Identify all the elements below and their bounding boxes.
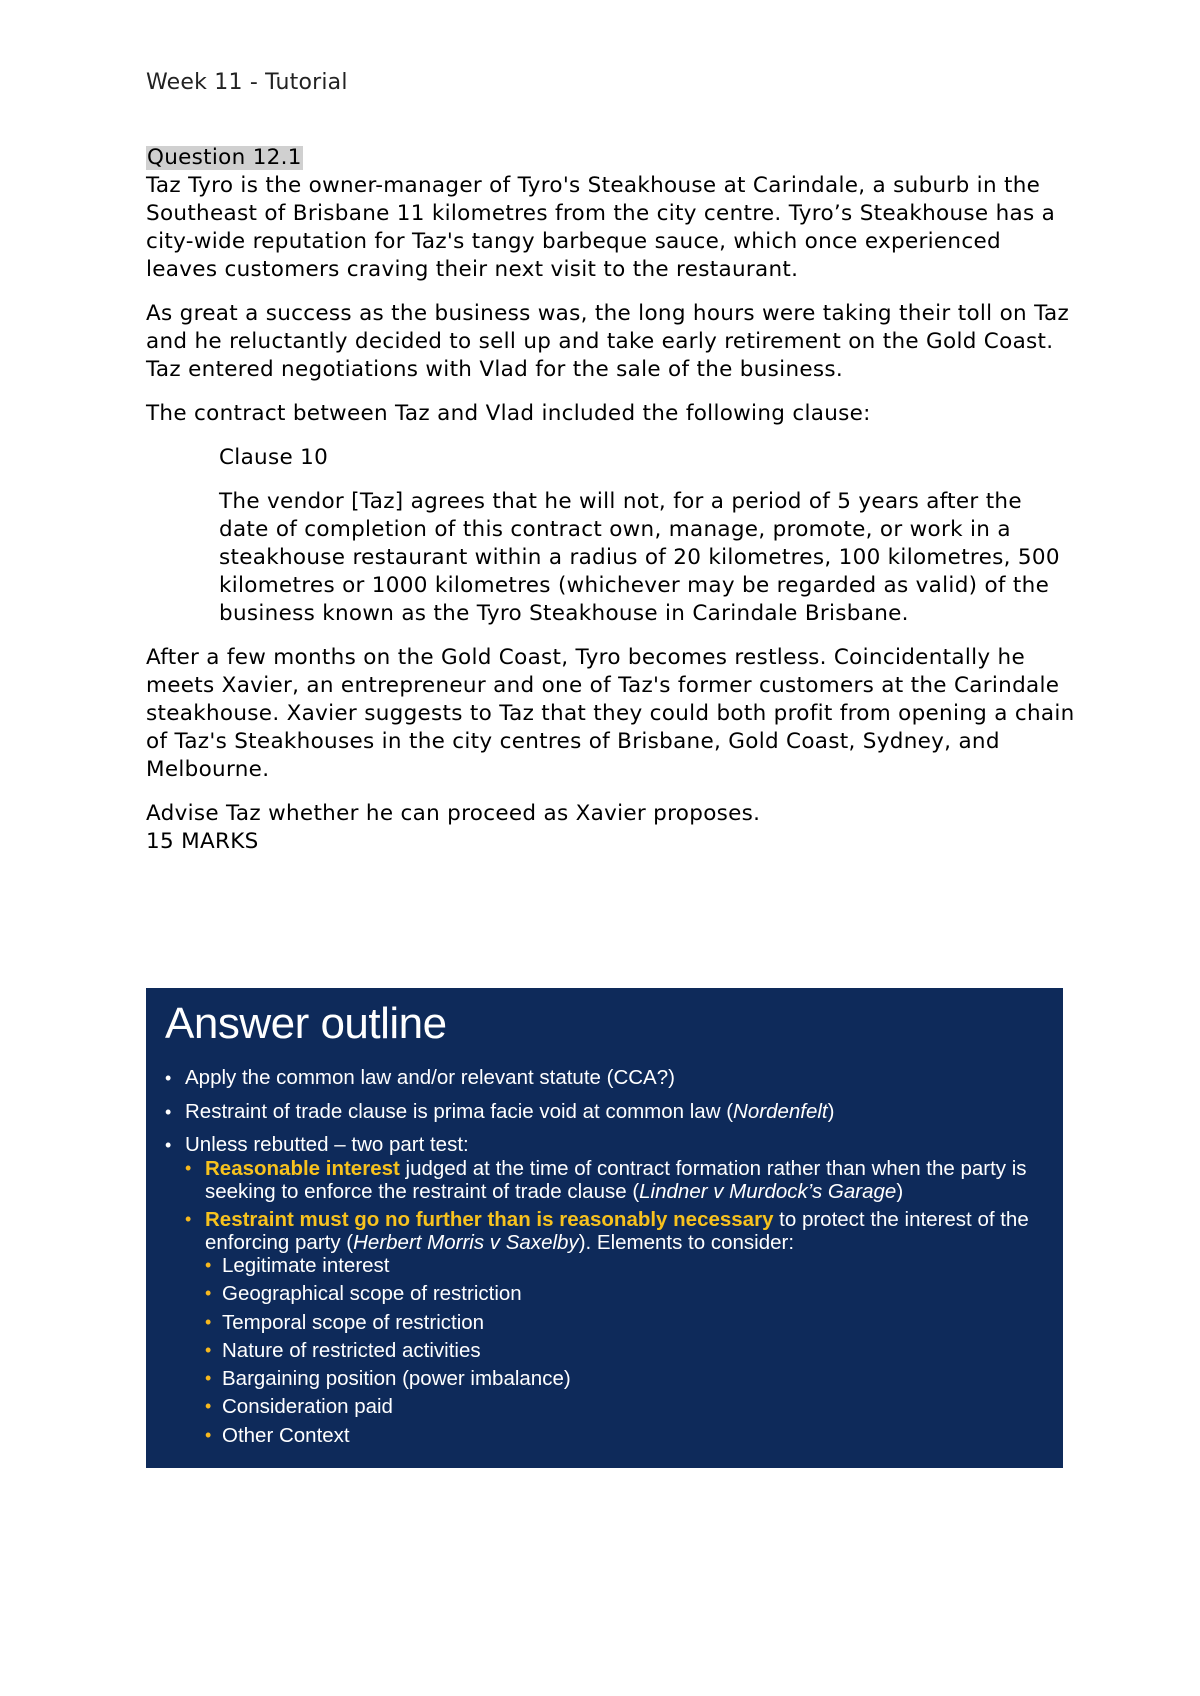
clause-title: Clause 10 (219, 445, 329, 470)
element-item (205, 1254, 1045, 1277)
outline-item (165, 1100, 1045, 1124)
outline-text: ). Elements to consider: (578, 1231, 795, 1254)
test-list (185, 1157, 1045, 1447)
slide-title: Answer outline (165, 999, 447, 1048)
question-section (146, 144, 1076, 856)
bullet-icon: • (165, 1068, 172, 1088)
element-item (205, 1424, 1045, 1447)
outline-text: ) (827, 1099, 835, 1123)
outline-item (165, 1133, 1045, 1447)
bullet-icon: • (205, 1396, 212, 1417)
paragraph-1: Taz Tyro is the owner-manager of Tyro's Steakhouse at Carindale, a suburb in the Southeast of Brisbane 11 kilometres from the city centre. Tyro’s Steakhouse has a city-wide reputation for Taz's tangy barbeque sauce, which once experienced leaves customers craving their next visit to the restaurant. (146, 173, 1056, 282)
bullet-icon: • (205, 1311, 212, 1332)
case-name: Herbert Morris v Saxelby (353, 1231, 579, 1254)
element-text: Geographical scope of restriction (222, 1282, 522, 1306)
element-text: Legitimate interest (222, 1254, 390, 1277)
marks-line: 15 MARKS (146, 829, 259, 854)
bullet-icon: • (165, 1101, 172, 1122)
paragraph-3: The contract between Taz and Vlad included the following clause: (146, 401, 871, 426)
outline-text: judged at the time of contract formation rather than when the party is seeking to enforce the restraint of trade clause ( (205, 1157, 1027, 1203)
bullet-icon: • (205, 1283, 212, 1304)
bullet-icon: • (205, 1339, 212, 1360)
case-name: Lindner v Murdock’s Garage (639, 1180, 897, 1203)
element-item (205, 1282, 1045, 1305)
bullet-icon: • (205, 1255, 212, 1275)
page-header: Week 11 - Tutorial (146, 70, 348, 95)
outline-list (165, 1066, 1045, 1456)
element-text: Other Context (222, 1423, 350, 1447)
clause-text: The vendor [Taz] agrees that he will not, for a period of 5 years after the date of completion of this contract own, manage, promote, or work in a steakhouse restaurant within a radius of 20 kilometres, 100 kilometres, 500 kilometres or 1000 kilometres (whichever may be regarded as valid) of the business known as the Tyro Steakhouse in Carindale Brisbane. (219, 489, 1060, 626)
outline-text: to protect the interest of the enforcing party ( (205, 1208, 1029, 1254)
outline-text: ) (896, 1180, 904, 1203)
elements-list (205, 1254, 1045, 1447)
element-item (205, 1311, 1045, 1334)
highlight-text: Reasonable interest (205, 1157, 400, 1180)
paragraph-2: As great a success as the business was, the long hours were taking their toll on Taz and he reluctantly decided to sell up and take early retirement on the Gold Coast. Taz entered negotiations with Vlad for the sale of the business. (146, 301, 1070, 382)
element-item (205, 1367, 1045, 1390)
outline-text: Apply the common law and/or relevant statute (CCA?) (185, 1066, 675, 1089)
outline-text: Restraint of trade clause is prima facie void at common law ( (185, 1099, 734, 1123)
outline-item (165, 1066, 1045, 1090)
bullet-icon: • (205, 1368, 212, 1389)
paragraph-4: After a few months on the Gold Coast, Tyro becomes restless. Coincidentally he meets Xavier, an entrepreneur and one of Taz's former customers at the Carindale steakhouse. Xavier suggests to Taz that they could both profit from opening a chain of Taz's Steakhouses in the city centres of Brisbane, Gold Coast, Sydney, and Melbourne. (146, 645, 1075, 782)
element-text: Consideration paid (222, 1395, 393, 1419)
question-title: Question 12.1 (147, 145, 302, 170)
answer-outline-slide (146, 988, 1063, 1468)
bullet-icon: • (185, 1209, 192, 1229)
element-text: Bargaining position (power imbalance) (222, 1367, 571, 1391)
advise-line: Advise Taz whether he can proceed as Xavier proposes. (146, 801, 761, 826)
element-text: Nature of restricted activities (222, 1338, 481, 1362)
highlight-text: Restraint must go no further than is reasonably necessary (205, 1208, 774, 1231)
element-text: Temporal scope of restriction (222, 1310, 485, 1334)
bullet-icon: • (185, 1158, 192, 1178)
test-item (185, 1208, 1045, 1447)
bullet-icon: • (165, 1135, 172, 1155)
element-item (205, 1339, 1045, 1362)
bullet-icon: • (205, 1424, 212, 1445)
element-item (205, 1395, 1045, 1418)
outline-text: Unless rebutted – two part test: (185, 1133, 469, 1156)
test-item (185, 1157, 1045, 1203)
case-name: Nordenfelt (733, 1099, 828, 1123)
